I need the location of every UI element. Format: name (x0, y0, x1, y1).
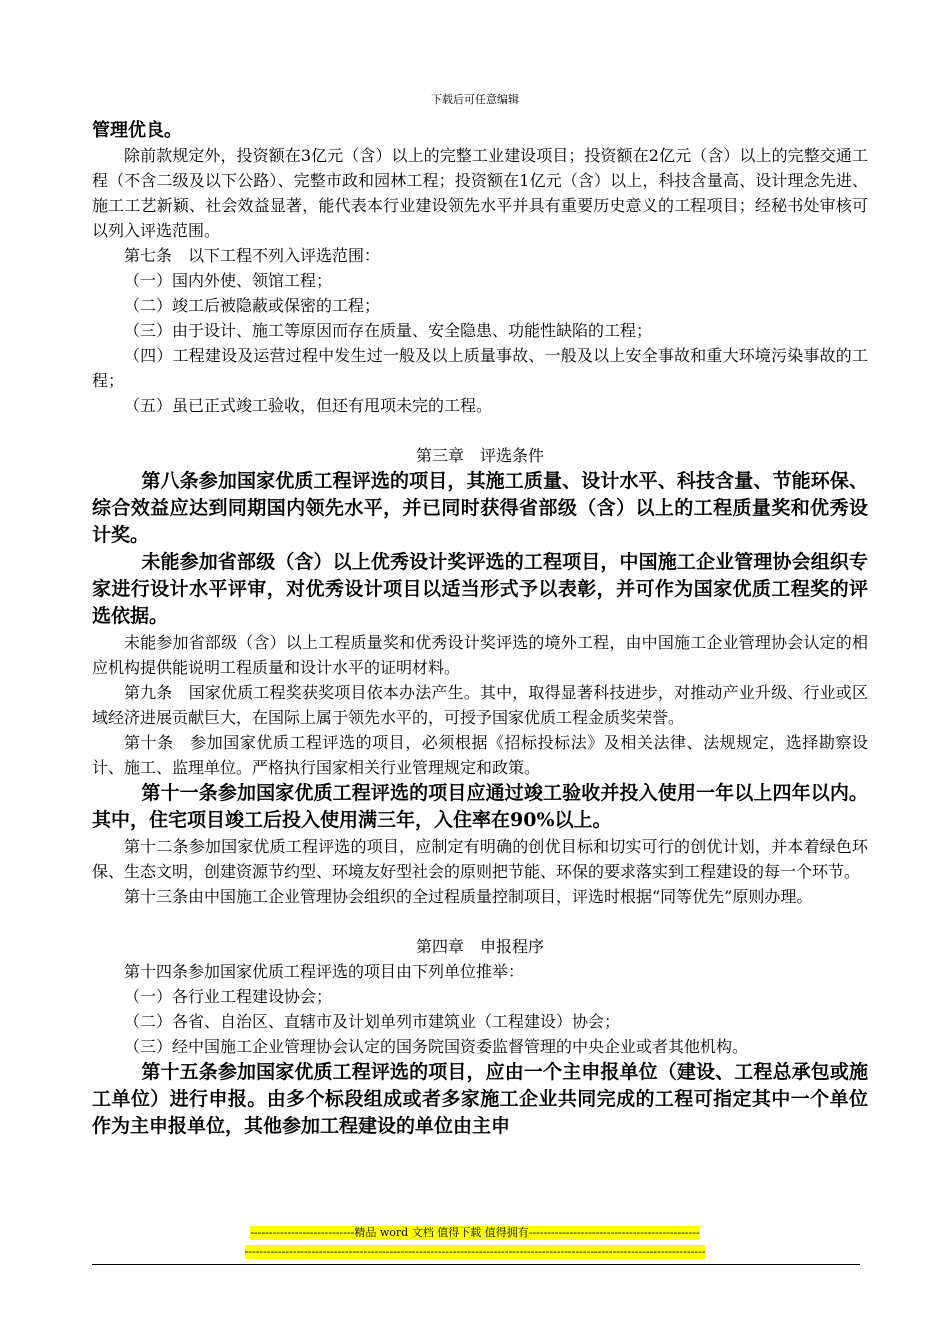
list-item: （二）竣工后被隐蔽或保密的工程； (124, 296, 381, 315)
bold-paragraph: 第十一条参加国家优质工程评选的项目应通过竣工验收并投入使用一年以上四年以内。其中，住宅项目竣工后投入使用满三年，入住率在90%以上。 (92, 782, 868, 831)
article-heading: 第十四条参加国家优质工程评选的项目由下列单位推举： (124, 962, 525, 981)
page-header: 下载后可任意编辑 (431, 93, 519, 106)
footer-dashes-text: ---------------------------------------------------------------------------------------------------------------------------- (244, 1245, 706, 1258)
article-heading: 第七条 以下工程不列入评选范围： (124, 246, 381, 265)
list-item: （三）由于设计、施工等原因而存在质量、安全隐患、功能性缺陷的工程； (124, 321, 653, 340)
list-item: （一）国内外使、领馆工程； (124, 271, 333, 290)
list-item: （三）经中国施工企业管理协会认定的国务院国资委监督管理的中央企业或者其他机构。 (124, 1037, 749, 1056)
bold-paragraph: 第八条参加国家优质工程评选的项目，其施工质量、设计水平、科技含量、节能环保、综合效益应达到同期国内领先水平，并已同时获得省部级（含）以上的工程质量奖和优秀设计奖。 (92, 470, 868, 546)
chapter-title: 第三章 评选条件 (415, 446, 544, 465)
document-body (92, 118, 868, 1140)
list-item: （一）各行业工程建设协会； (124, 987, 333, 1006)
footer-dashes (0, 1245, 950, 1259)
paragraph: 未能参加省部级（含）以上工程质量奖和优秀设计奖评选的境外工程，由中国施工企业管理协会认定的相应机构提供能说明工程质量和设计水平的证明材料。 (92, 633, 868, 677)
paragraph: 管理优良。 (92, 120, 182, 141)
paragraph: 第九条 国家优质工程奖获奖项目依本办法产生。其中，取得显著科技进步，对推动产业升级、行业或区域经济进展贡献巨大，在国际上属于领先水平的，可授予国家优质工程金质奖荣誉。 (92, 683, 868, 727)
paragraph: 第十三条由中国施工企业管理协会组织的全过程质量控制项目，评选时根据“同等优先”原则办理。 (124, 887, 813, 906)
chapter-title: 第四章 申报程序 (415, 937, 544, 956)
bold-paragraph: 未能参加省部级（含）以上优秀设计奖评选的工程项目，中国施工企业管理协会组织专家进行设计水平评审，对优秀设计项目以适当形式予以表彰，并可作为国家优质工程奖的评选依据。 (92, 551, 868, 627)
paragraph: 除前款规定外，投资额在3亿元（含）以上的完整工业建设项目；投资额在2亿元（含）以上的完整交通工程（不含二级及以下公路）、完整市政和园林工程；投资额在1亿元（含）以上，科技含量高、设计理念先进、施工工艺新颖、社会效益显著，能代表本行业建设领先水平并具有重要历史意义的工程项目；经秘书处审核可以列入评选范围。 (92, 146, 868, 240)
paragraph: 第十条 参加国家优质工程评选的项目，必须根据《招标投标法》及相关法律、法规规定，选择勘察设计、施工、监理单位。严格执行国家相关行业管理规定和政策。 (92, 733, 868, 777)
list-item: （二）各省、自治区、直辖市及计划单列市建筑业（工程建设）协会； (124, 1012, 621, 1031)
footer-rule (92, 1264, 860, 1265)
footer-banner (0, 1226, 950, 1240)
footer-banner-text: ----------------------------精品 word 文档 值得下载 值得拥有---------------------------------------------- (250, 1226, 700, 1239)
paragraph: 第十二条参加国家优质工程评选的项目，应制定有明确的创优目标和切实可行的创优计划，并本着绿色环保、生态文明，创建资源节约型、环境友好型社会的原则把节能、环保的要求落实到工程建设的每一个环节。 (92, 837, 868, 881)
bold-paragraph: 第十五条参加国家优质工程评选的项目，应由一个主申报单位（建设、工程总承包或施工单位）进行申报。由多个标段组成或者多家施工企业共同完成的工程可指定其中一个单位作为主申报单位，其他参加工程建设的单位由主申 (92, 1061, 868, 1137)
list-item: （五）虽已正式竣工验收，但还有甩项未完的工程。 (124, 396, 493, 415)
list-item: （四）工程建设及运营过程中发生过一般及以上质量事故、一般及以上安全事故和重大环境污染事故的工程； (92, 346, 868, 390)
